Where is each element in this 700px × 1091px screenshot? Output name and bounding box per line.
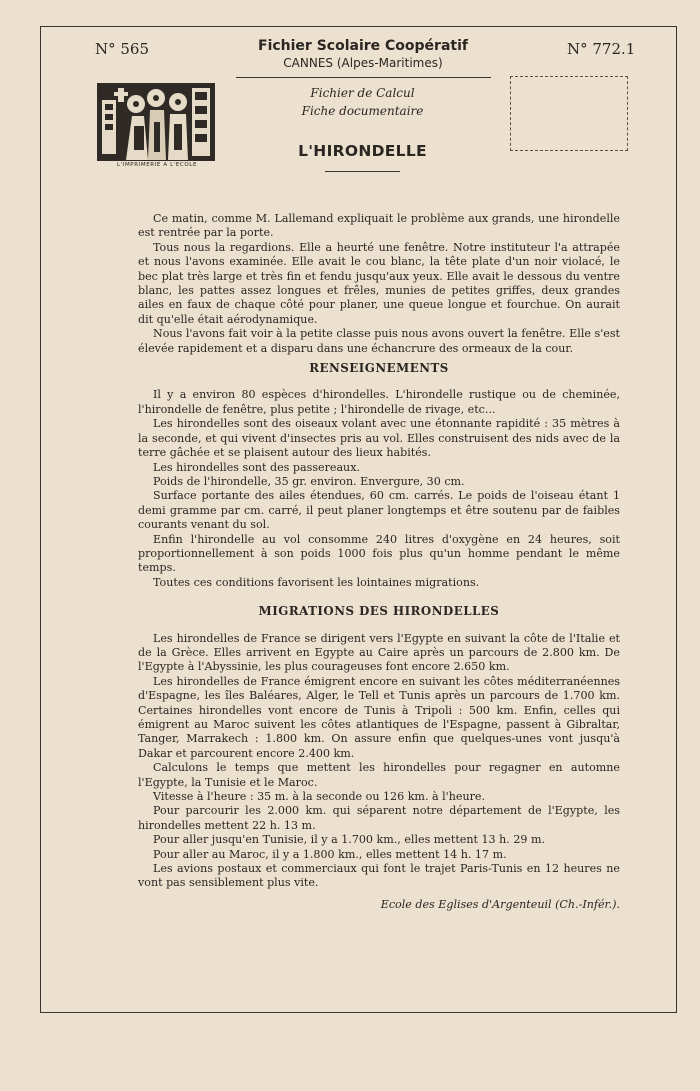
publisher-title: Fichier Scolaire Coopératif <box>258 38 468 54</box>
migration-paragraph: Les avions postaux et commerciaux qui font le trajet Paris-Tunis en 12 heures ne vont pas sensiblement plus vite. <box>138 862 620 890</box>
migration-paragraph: Pour aller au Maroc, il y a 1.800 km., elles mettent 14 h. 17 m. <box>153 847 507 861</box>
info-paragraph: Les hirondelles sont des passereaux. <box>153 460 360 474</box>
fiche-type: Fiche documentaire <box>301 104 424 118</box>
info-paragraph: Les hirondelles sont des oiseaux volant avec une étonnante rapidité : 35 mètres à la seconde, et qui vivent d'insectes pris au vol. Elles construisent des nids avec de la terre gâchée et se plaisent autour des lieux habités. <box>138 417 620 460</box>
fiche-number-left: N° 565 <box>95 40 150 58</box>
migration-paragraph: Les hirondelles de France émigrent encore en suivant les côtes méditerranéennes d'Espagne, les îles Baléares, Alger, le Tell et Tunis après un parcours de 1.700 km. Certaines hirondelles vont encore de Tunis à Tripoli : 500 km. Enfin, celles qui émigrent au Maroc suivent les côtes atlantiques de l'Espagne, passent à Gibraltar, Tanger, Marrakech : 1.800 km. On assure enfin que quelques-unes vont jusqu'à Dakar et parcourent encore 2.400 km. <box>138 674 620 760</box>
publisher-location: CANNES (Alpes-Maritimes) <box>283 56 443 70</box>
logo-caption: L'IMPRIMERIE A L'ECOLE <box>116 162 198 168</box>
imprimerie-logo <box>96 82 216 162</box>
intro-paragraph: Nous l'avons fait voir à la petite classe puis nous avons ouvert la fenêtre. Elle s'est élevée rapidement et a disparu dans une échancrure des ormeaux de la cour. <box>138 327 620 355</box>
intro-paragraph: Ce matin, comme M. Lallemand expliquait le problème aux grands, une hirondelle est rentrée par la porte. <box>138 212 620 240</box>
page-title: L'HIRONDELLE <box>298 142 427 160</box>
migration-paragraph: Pour aller jusqu'en Tunisie, il y a 1.700 km., elles mettent 13 h. 29 m. <box>153 833 546 847</box>
header-divider <box>236 77 491 78</box>
info-paragraph: Surface portante des ailes étendues, 60 cm. carrés. Le poids de l'oiseau étant 1 demi gramme par cm. carré, il peut planer longtemps et être soutenu par de faibles courants venant du sol. <box>138 489 620 532</box>
info-paragraph: Enfin l'hirondelle au vol consomme 240 litres d'oxygène en 24 heures, soit proportionnellement à son poids 1000 fois plus qu'un homme pendant le même temps. <box>138 532 620 575</box>
info-paragraph: Il y a environ 80 espèces d'hirondelles. L'hirondelle rustique ou de cheminée, l'hirondelle de fenêtre, plus petite ; l'hirondelle de rivage, etc... <box>138 388 620 416</box>
migration-paragraph: Calculons le temps que mettent les hirondelles pour regagner en automne l'Egypte, la Tunisie et le Maroc. <box>138 761 620 789</box>
migration-paragraph: Pour parcourir les 2.000 km. qui séparent notre département de l'Egypte, les hirondelles mettent 22 h. 13 m. <box>138 804 620 832</box>
info-paragraph: Toutes ces conditions favorisent les lointaines migrations. <box>153 575 480 589</box>
fiche-number-right: N° 772.1 <box>567 40 636 58</box>
intro-paragraph: Tous nous la regardions. Elle a heurté une fenêtre. Notre instituteur l'a attrapée et nous l'avons examinée. Elle avait le cou blanc, la tête plate d'un noir violacé, le bec plat très large et très fin et fendu jusqu'aux yeux. Elle avait le dessous du ventre blanc, les pattes assez longues et frêles, munies de petites griffes, deux grandes ailes en faux de chaque côté pour planer, une queue longue et fourchue. On aurait dit qu'elle était aérodynamique. <box>138 240 620 326</box>
section-heading-renseignements: RENSEIGNEMENTS <box>309 361 449 376</box>
title-underline <box>325 171 400 172</box>
stamp-box <box>510 76 628 151</box>
section-heading-migrations: MIGRATIONS DES HIRONDELLES <box>258 604 500 619</box>
migration-paragraph: Les hirondelles de France se dirigent vers l'Egypte en suivant la côte de l'Italie et de la Grèce. Elles arrivent en Egypte au Caire après un parcours de 2.800 km. De l'Egypte à l'Abyssinie, les plus courageuses font encore 2.650 km. <box>138 631 620 674</box>
fiche-category: Fichier de Calcul <box>310 86 415 100</box>
document-body <box>138 212 620 912</box>
signature: Ecole des Eglises d'Argenteuil (Ch.-Infér.). <box>380 897 620 911</box>
info-paragraph: Poids de l'hirondelle, 35 gr. environ. Envergure, 30 cm. <box>153 474 465 488</box>
migration-paragraph: Vitesse à l'heure : 35 m. à la seconde ou 126 km. à l'heure. <box>153 790 485 804</box>
